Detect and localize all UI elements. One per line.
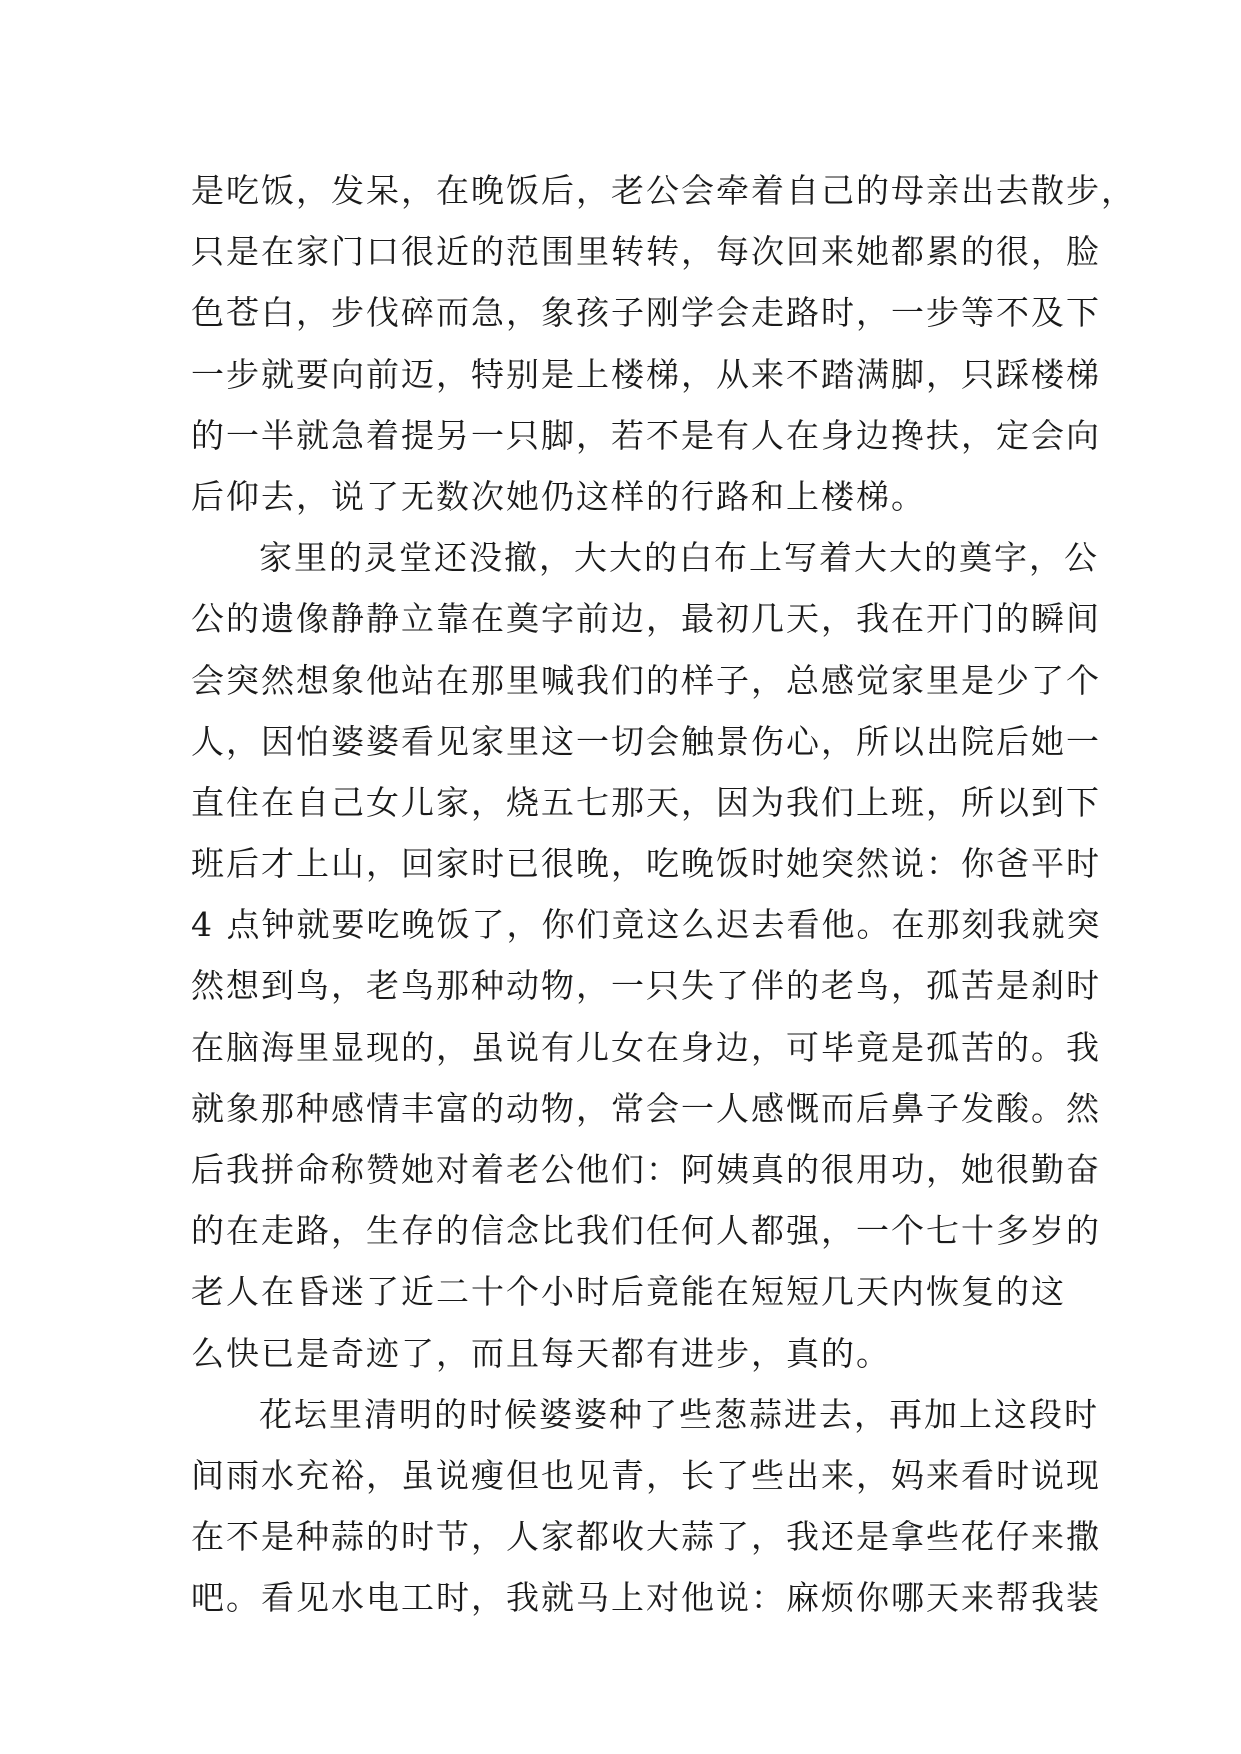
text-line: 直住在自己女儿家，烧五七那天，因为我们上班，所以到下 bbox=[191, 782, 1101, 822]
text-line: 的一半就急着提另一只脚，若不是有人在身边搀扶，定会向 bbox=[191, 415, 1101, 455]
text-line: 在脑海里显现的，虽说有儿女在身边，可毕竟是孤苦的。我 bbox=[191, 1027, 1101, 1067]
text-line: 人，因怕婆婆看见家里这一切会触景伤心，所以出院后她一 bbox=[191, 721, 1101, 761]
text-line: 么快已是奇迹了，而且每天都有进步，真的。 bbox=[191, 1333, 891, 1373]
text-line: 班后才上山，回家时已很晚，吃晚饭时她突然说：你爸平时 bbox=[191, 844, 1101, 884]
text-line: 吧。看见水电工时，我就马上对他说：麻烦你哪天来帮我装 bbox=[191, 1578, 1101, 1618]
text-line: 老人在昏迷了近二十个小时后竟能在短短几天内恢复的这 bbox=[191, 1272, 1066, 1312]
text-line: 间雨水充裕，虽说瘦但也见青，长了些出来，妈来看时说现 bbox=[191, 1455, 1101, 1495]
text-line: 会突然想象他站在那里喊我们的样子，总感觉家里是少了个 bbox=[191, 660, 1101, 700]
paragraph-start-line: 家里的灵堂还没撤，大大的白布上写着大大的奠字，公 bbox=[259, 538, 1099, 578]
text-line: 公的遗像静静立靠在奠字前边，最初几天，我在开门的瞬间 bbox=[191, 599, 1101, 639]
text-line: 就象那种感情丰富的动物，常会一人感慨而后鼻子发酸。然 bbox=[191, 1088, 1101, 1128]
text-line: 色苍白，步伐碎而急，象孩子刚学会走路时，一步等不及下 bbox=[191, 293, 1101, 333]
text-line: 在不是种蒜的时节，人家都收大蒜了，我还是拿些花仔来撒 bbox=[191, 1517, 1101, 1557]
body-text bbox=[191, 160, 1136, 1629]
text-line: 4 点钟就要吃晚饭了，你们竟这么迟去看他。在那刻我就突 bbox=[191, 905, 1102, 945]
text-line: 的在走路，生存的信念比我们任何人都强，一个七十多岁的 bbox=[191, 1211, 1101, 1251]
text-line: 然想到鸟，老鸟那种动物，一只失了伴的老鸟，孤苦是刹时 bbox=[191, 966, 1101, 1006]
text-line: 只是在家门口很近的范围里转转，每次回来她都累的很，脸 bbox=[191, 232, 1101, 272]
text-line: 后我拼命称赞她对着老公他们：阿姨真的很用功，她很勤奋 bbox=[191, 1150, 1101, 1189]
text-line: 后仰去，说了无数次她仍这样的行路和上楼梯。 bbox=[191, 476, 926, 516]
text-line: 一步就要向前迈，特别是上楼梯，从来不踏满脚，只踩楼梯 bbox=[191, 354, 1101, 394]
paragraph-start-line: 花坛里清明的时候婆婆种了些葱蒜进去，再加上这段时 bbox=[259, 1394, 1099, 1434]
text-line: 是吃饭，发呆，在晚饭后，老公会牵着自己的母亲出去散步， bbox=[191, 171, 1136, 210]
